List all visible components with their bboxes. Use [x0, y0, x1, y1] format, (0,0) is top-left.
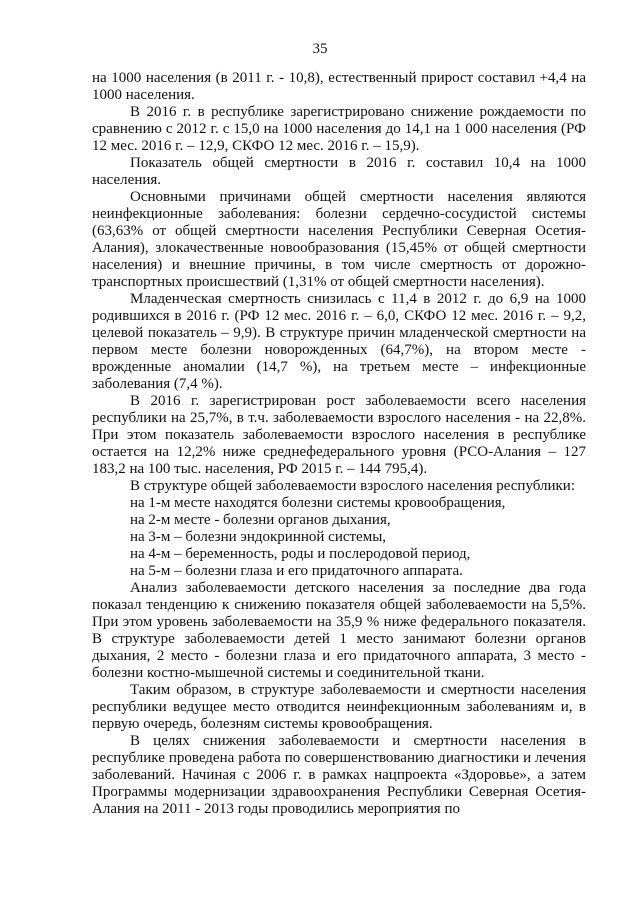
paragraph: В структуре общей заболеваемости взрослого населения республики: [130, 478, 575, 494]
paragraph: Показатель общей смертности в 2016 г. составил 10,4 на 1000 населения. [92, 155, 586, 188]
paragraph: В целях снижения заболеваемости и смертности населения в республике проведена работа по совершенствованию диагностики и лечения заболеваний. Начиная с 2006 г. в рамках нацпроекта «Здоровье», а затем Программы модернизации здравоохранения Республики Северная Осетия-Алания на 2011 - 2013 годы проводились мероприятия по [92, 733, 586, 817]
list-item: на 1-м месте находятся болезни системы кровообращения, [130, 495, 506, 511]
document-body [92, 70, 586, 818]
paragraph: Анализ заболеваемости детского населения за последние два года показал тенденцию к снижению показателя общей заболеваемости на 5,5%. При этом уровень заболеваемости на 35,9 % ниже федерального показателя. В структуре заболеваемости детей 1 место занимают болезни органов дыхания, 2 место - болезни глаза и его придаточного аппарата, 3 место - болезни костно-мышечной системы и соединительной ткани. [92, 580, 586, 681]
list-item: на 4-м – беременность, роды и послеродовой период, [130, 546, 471, 562]
paragraph: Основными причинами общей смертности населения являются неинфекционные заболевания: болезни сердечно-сосудистой системы (63,63% от общей смертности населения Республики Северная Осетия-Алания), злокачественные новообразования (15,45% от общей смертности населения) и внешние причины, в том числе смертность от дорожно-транспортных происшествий (1,31% от общей смертности населения). [92, 189, 586, 290]
paragraph: В 2016 г. в республике зарегистрировано снижение рождаемости по сравнению с 2012 г. с 15,0 на 1000 населения до 14,1 на 1 000 населения (РФ 12 мес. 2016 г. – 12,9, СКФО 12 мес. 2016 г. – 15,9). [92, 104, 586, 154]
paragraph: Младенческая смертность снизилась с 11,4 в 2012 г. до 6,9 на 1000 родившихся в 2016 г. (РФ 12 мес. 2016 г. – 6,0, СКФО 12 мес. 2016 г. – 9,2, целевой показатель – 9,9). В структуре причин младенческой смертности на первом месте болезни новорожденных (64,7%), на втором месте - врожденные аномалии (14,7 %), на третьем месте – инфекционные заболевания (7,4 %). [92, 291, 586, 392]
list-item: на 3-м – болезни эндокринной системы, [130, 529, 387, 545]
page-number: 35 [312, 41, 328, 57]
paragraph: В 2016 г. зарегистрирован рост заболеваемости всего населения республики на 25,7%, в т.ч. заболеваемости взрослого населения - на 22,8%. При этом показатель заболеваемости взрослого населения в республике остается на 12,2% ниже среднефедерального уровня (РСО-Алания – 127 183,2 на 100 тыс. населения, РФ 2015 г. – 144 795,4). [92, 393, 586, 477]
list-item: на 2-м месте - болезни органов дыхания, [130, 512, 391, 528]
paragraph: Таким образом, в структуре заболеваемости и смертности населения республики ведущее место отводится неинфекционным заболеваниям и, в первую очередь, болезням системы кровообращения. [92, 682, 586, 732]
list-item: на 5-м – болезни глаза и его придаточного аппарата. [130, 563, 463, 579]
paragraph: на 1000 населения (в 2011 г. - 10,8), естественный прирост составил +4,4 на 1000 населения. [92, 70, 586, 103]
